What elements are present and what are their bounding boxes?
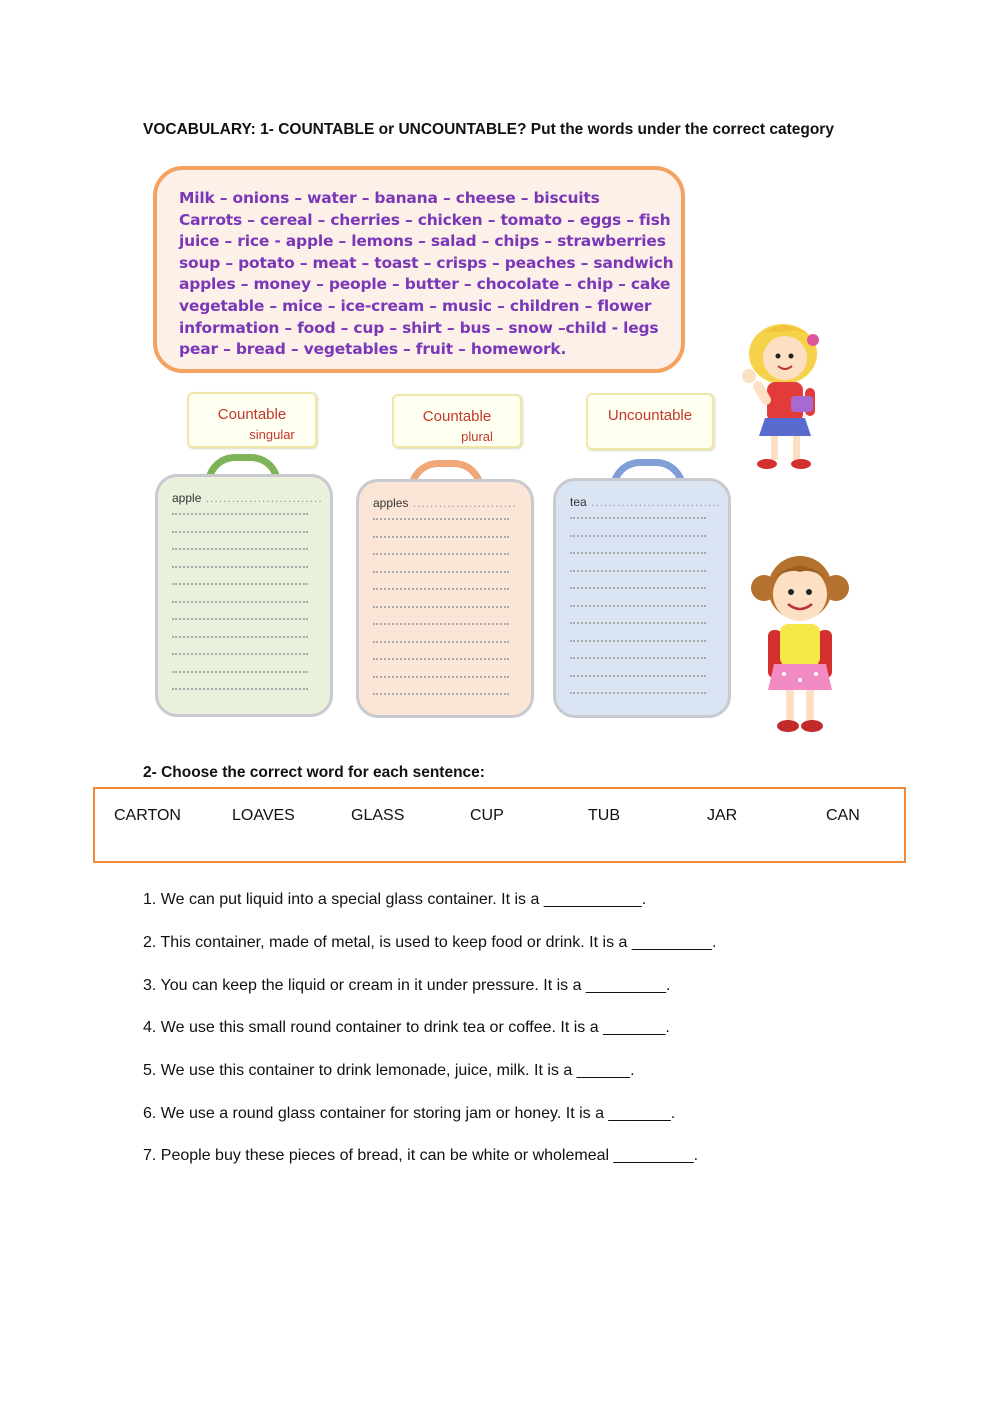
exercise-sentence: 5. We use this container to drink lemonade, juice, milk. It is a ______. [143, 1062, 635, 1079]
writing-line[interactable] [172, 601, 308, 603]
exercise-sentence: 6. We use a round glass container for storing jam or honey. It is a _______. [143, 1105, 676, 1122]
word-line: vegetable – mice – ice-cream – music – children – flower [179, 296, 652, 315]
choice-word: CARTON [114, 807, 181, 824]
writing-line[interactable] [373, 623, 509, 625]
word-bank-box [153, 166, 685, 373]
writing-line[interactable] [373, 536, 509, 538]
writing-line[interactable] [373, 518, 509, 520]
section2-title: 2- Choose the correct word for each sentence: [143, 764, 485, 781]
writing-line[interactable] [570, 535, 706, 537]
writing-line[interactable] [570, 622, 706, 624]
writing-line[interactable] [172, 566, 308, 568]
writing-line[interactable] [570, 587, 706, 589]
writing-line[interactable] [172, 688, 308, 690]
writing-line[interactable] [570, 605, 706, 607]
writing-line[interactable] [373, 658, 509, 660]
example-word: apples ........................ [373, 496, 517, 510]
writing-line[interactable] [570, 675, 706, 677]
writing-line[interactable] [373, 606, 509, 608]
writing-line[interactable] [172, 671, 308, 673]
example-word: tea .............................. [570, 495, 722, 509]
writing-line[interactable] [373, 571, 509, 573]
writing-line[interactable] [373, 588, 509, 590]
choice-word: GLASS [351, 807, 405, 824]
word-choice-box [93, 787, 906, 863]
word-line: Carrots – cereal – cherries – chicken – tomato – eggs – fish [179, 210, 671, 229]
choice-word: JAR [707, 807, 738, 824]
category-label-text: Countable [422, 408, 492, 425]
writing-line[interactable] [570, 570, 706, 572]
example-word: apple ........................... [172, 491, 323, 505]
category-sub-text: plural [461, 429, 493, 444]
writing-line[interactable] [570, 640, 706, 642]
writing-line[interactable] [373, 553, 509, 555]
category-label-text: Uncountable [607, 407, 693, 424]
writing-line[interactable] [570, 552, 706, 554]
clipboard-uncountable [553, 478, 731, 718]
exercise-sentence: 3. You can keep the liquid or cream in it under pressure. It is a _________. [143, 977, 671, 994]
clipboard-countable-plural [356, 479, 534, 718]
writing-line[interactable] [172, 531, 308, 533]
girl-backpack-illustration [750, 548, 850, 734]
choice-word: CUP [470, 807, 504, 824]
word-line: pear – bread – vegetables – fruit – homework. [179, 340, 567, 359]
word-line: soup – potato – meat – toast – crisps – peaches – sandwich [179, 253, 674, 272]
word-line: juice – rice - apple – lemons – salad – chips – strawberries [179, 232, 666, 251]
exercise-sentence: 2. This container, made of metal, is used to keep food or drink. It is a _________. [143, 934, 717, 951]
writing-line[interactable] [373, 693, 509, 695]
word-line: apples – money – people – butter – chocolate – chip – cake [179, 275, 671, 294]
word-line: information – food – cup – shirt – bus – snow –child - legs [179, 318, 659, 337]
writing-line[interactable] [172, 636, 308, 638]
category-sub-text: singular [249, 427, 295, 442]
category-label-text: Countable [217, 406, 287, 423]
choice-word: LOAVES [232, 807, 295, 824]
category-label-uncountable [586, 393, 714, 450]
category-label-countable-singular [187, 392, 317, 448]
writing-line[interactable] [172, 548, 308, 550]
clipboard-countable-singular [155, 474, 333, 717]
exercise-sentence: 7. People buy these pieces of bread, it can be white or wholemeal _________. [143, 1147, 699, 1164]
writing-line[interactable] [172, 618, 308, 620]
writing-line[interactable] [172, 513, 308, 515]
girl-waving-illustration [735, 318, 833, 470]
section1-title: VOCABULARY: 1- COUNTABLE or UNCOUNTABLE? Put the words under the correct category [143, 121, 834, 138]
choice-word: CAN [826, 807, 860, 824]
writing-line[interactable] [172, 583, 308, 585]
choice-word: TUB [588, 807, 620, 824]
exercise-sentence: 1. We can put liquid into a special glass container. It is a ___________. [143, 891, 647, 908]
writing-line[interactable] [570, 692, 706, 694]
writing-line[interactable] [373, 641, 509, 643]
writing-line[interactable] [570, 657, 706, 659]
writing-line[interactable] [570, 517, 706, 519]
writing-line[interactable] [373, 676, 509, 678]
writing-line[interactable] [172, 653, 308, 655]
exercise-sentence: 4. We use this small round container to drink tea or coffee. It is a _______. [143, 1019, 670, 1036]
category-label-countable-plural [392, 394, 522, 448]
word-line: Milk – onions – water – banana – cheese – biscuits [179, 189, 600, 207]
